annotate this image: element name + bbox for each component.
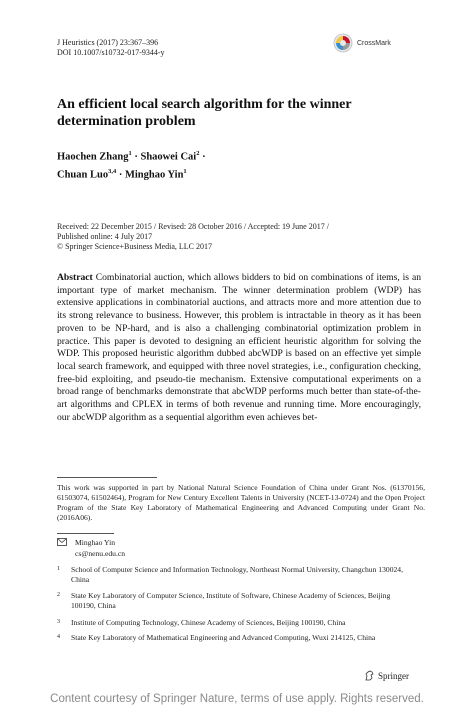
journal-header: [57, 38, 165, 58]
courtesy-notice: Content courtesy of Springer Nature, terms of use apply. Rights reserved.: [50, 693, 424, 705]
author-name[interactable]: Chuan Luo: [57, 169, 109, 180]
author-affiliation-sup: 1: [183, 167, 187, 175]
affiliation-number: 4: [57, 634, 60, 640]
abstract-label: Abstract: [57, 272, 93, 283]
affiliation-text: School of Computer Science and Information Technology, Northeast Normal University, Changchun 130024, China: [71, 565, 403, 584]
author-list: Haochen Zhang$^1$ · Shaowei Cai$^2$ · Chuan Luo$^{3,4}$ · Minghao Yin$^1$: [57, 150, 206, 180]
affiliation-item: [57, 633, 427, 643]
corresponding-name: Minghao Yin: [75, 538, 116, 547]
dates-received-revised-accepted: Received: 22 December 2015 / Revised: 28 October 2016 / Accepted: 19 June 2017 /: [57, 222, 329, 231]
footnote-divider: [57, 477, 157, 478]
author-affiliation-sup: 2: [196, 150, 200, 157]
publication-dates: [57, 222, 427, 252]
affiliation-number: 1: [57, 566, 60, 572]
author-name[interactable]: Haochen Zhang: [57, 151, 129, 163]
abstract: [57, 272, 421, 424]
author-affiliation-sup: 1: [128, 150, 132, 157]
dates-published-online: Published online: 4 July 2017: [57, 232, 153, 241]
funding-note: This work was supported in part by National Natural Science Foundation of China under Grant Nos. (61370156, 61503074, 61502464), Program for New Century Excellent Talents in University (NCET-13-0724) and the Open Project Program of the State Key Laboratory of Mathematical Engineering and Advanced Computing under Grant No. (2016A06).: [57, 483, 425, 522]
crossmark-badge[interactable]: [333, 32, 423, 54]
abstract-text: Combinatorial auction, which allows bidders to bid on combinations of items, is an important type of market mechanism. The winner determination problem (WDP) has extensive applications in combinatorial auctions, and attracts more and more attention due to its strong relevance to business. However, this problem is intractable in theory as it has been proven to be NP-hard, and is also a challenging combinatorial optimization problem in practice. This paper is devoted to designing an efficient heuristic algorithm for solving the WDP. This proposed heuristic algorithm dubbed abcWDP is based on an effective yet simple local search framework, and equipped with three novel strategies, i.e., configuration checking, free-bid exploiting, and pseudo-tie mechanism. Extensive computational experiments on a broad range of benchmarks demonstrate that abcWDP performs much better than state-of-the-art algorithms and CPLEX in terms of both revenue and running time. More encouragingly, our abcWDP algorithm as a sequential algorithm even achieves bet-: [57, 272, 421, 423]
journal-reference: J Heuristics (2017) 23:367–396: [57, 38, 159, 47]
publisher-name: Springer: [378, 670, 409, 681]
corresponding-author: [57, 538, 125, 559]
corresponding-divider: [57, 533, 114, 534]
crossmark-icon: [333, 33, 353, 53]
crossmark-label: CrossMark: [357, 39, 391, 47]
paper-title: An efficient local search algorithm for the winner determination problem: [57, 97, 352, 129]
springer-logo: [364, 670, 409, 681]
author-name[interactable]: Minghao Yin: [124, 169, 184, 180]
affiliation-item: [57, 591, 427, 611]
affiliation-item: [57, 565, 427, 585]
affiliation-item: [57, 618, 427, 628]
springer-horse-icon: [364, 670, 375, 681]
corresponding-email[interactable]: cs@nenu.edu.cn: [75, 549, 126, 558]
affiliation-number: 2: [57, 592, 60, 598]
affiliation-number: 3: [57, 619, 60, 625]
affiliation-text: Institute of Computing Technology, Chinese Academy of Sciences, Beijing 100190, China: [71, 618, 346, 627]
affiliation-text: State Key Laboratory of Mathematical Engineering and Advanced Computing, Wuxi 214125, China: [71, 633, 376, 642]
copyright-line: © Springer Science+Business Media, LLC 2017: [57, 242, 213, 251]
envelope-icon: [57, 538, 67, 549]
doi[interactable]: DOI 10.1007/s10732-017-9344-y: [57, 48, 165, 57]
author-affiliation-sup: 3,4: [108, 167, 117, 175]
affiliation-text: State Key Laboratory of Computer Science, Institute of Software, Chinese Academy of Sciences, Beijing 100190, China: [71, 591, 391, 610]
author-name[interactable]: Shaowei Cai: [140, 151, 197, 163]
